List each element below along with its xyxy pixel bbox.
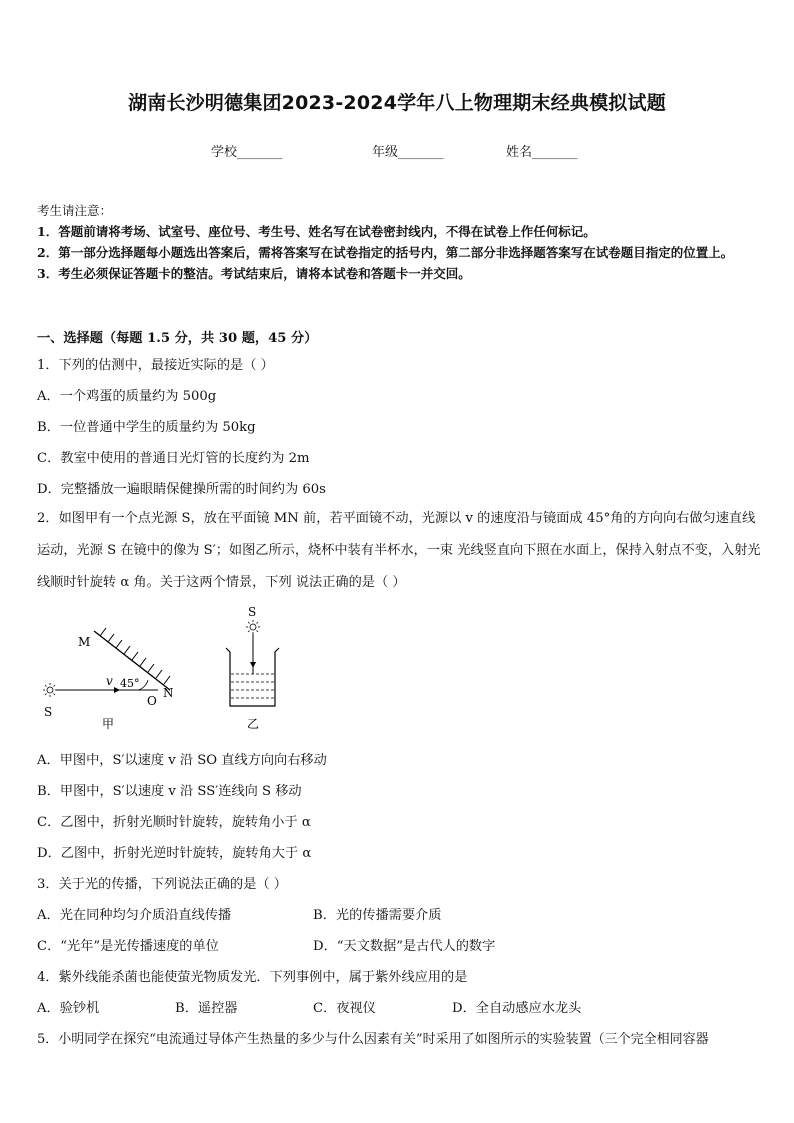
- q3-option-d[interactable]: D．“天文数据”是古代人的数字: [313, 939, 496, 954]
- label-angle: 45°: [120, 677, 140, 690]
- water: [231, 674, 274, 698]
- q3-option-b[interactable]: B．光的传播需要介质: [313, 908, 442, 923]
- q4-stem: 4．紫外线能杀菌也能使萤光物质发光．下列事例中，属于紫外线应用的是: [37, 970, 468, 985]
- q1-option-c[interactable]: C．教室中使用的普通日光灯管的长度约为 2m: [37, 451, 310, 466]
- q2-option-a[interactable]: A．甲图中，S′以速度 v 沿 SO 直线方向向右移动: [37, 753, 327, 768]
- q2-option-c[interactable]: C．乙图中，折射光顺时针旋转，旋转角小于 α: [37, 815, 311, 830]
- notice-item-3: 3．考生必须保证答题卡的整洁。考试结束后，请将本试卷和答题卡一并交回。: [37, 266, 471, 281]
- angle-arc: [138, 680, 148, 690]
- notice-item-2: 2．第一部分选择题每小题选出答案后，需将答案写在试卷指定的括号内，第二部分非选择题答案写在试卷题目指定的位置上。: [37, 245, 734, 260]
- q2-option-d[interactable]: D．乙图中，折射光逆时针旋转，旋转角大于 α: [37, 846, 312, 861]
- notice-heading: 考生请注意：: [37, 203, 113, 218]
- label-jia: 甲: [102, 717, 115, 731]
- q4-option-c[interactable]: C．夜视仪: [313, 1001, 376, 1016]
- light-source-icon: [43, 683, 57, 697]
- q2-stem: 2．如图甲有一个点光源 S，放在平面镜 MN 前，若平面镜不动，光源以 v 的速度沿与镜面成 45°角的方向向右做匀速直线运动，光源 S 在镜中的像为 S′；如图乙所示，烧杯中装有半杯水，一束 光线竖直向下照在水面上，保持入射点不变，入射光线顺时针旋转 α 角。关于这两个情景，下列 说法正确的是（ ）: [37, 511, 761, 590]
- label-m: M: [78, 635, 91, 649]
- light-source-icon-2: [246, 620, 260, 634]
- q4-option-a[interactable]: A．验钞机: [37, 1001, 100, 1016]
- label-s2: S: [248, 605, 257, 619]
- label-yi: 乙: [247, 717, 260, 731]
- q1-option-a[interactable]: A．一个鸡蛋的质量约为 500g: [37, 389, 217, 404]
- q1-option-d[interactable]: D．完整播放一遍眼睛保健操所需的时间约为 60s: [37, 482, 326, 497]
- notice-item-1: 1．答题前请将考场、试室号、座位号、考生号、姓名写在试卷密封线内，不得在试卷上作任何标记。: [37, 224, 596, 239]
- school-field[interactable]: 学校_______: [211, 145, 283, 160]
- q2-option-b[interactable]: B．甲图中，S′以速度 v 沿 SS′连线向 S 移动: [37, 784, 302, 799]
- label-o: O: [147, 694, 157, 708]
- grade-field[interactable]: 年级_______: [372, 145, 444, 160]
- q3-stem: 3．关于光的传播，下列说法正确的是（ ）: [37, 877, 287, 892]
- exam-title: 湖南长沙明德集团2023-2024学年八上物理期末经典模拟试题: [128, 92, 666, 114]
- q5-stem: 5．小明同学在探究“电流通过导体产生热量的多少与什么因素有关”时采用了如图所示的实验装置（三个完全相同容器: [37, 1032, 709, 1047]
- q3-option-c[interactable]: C．“光年”是光传播速度的单位: [37, 939, 219, 954]
- q4-option-b[interactable]: B．遥控器: [175, 1001, 238, 1016]
- q3-option-a[interactable]: A．光在同种均匀介质沿直线传播: [37, 908, 232, 923]
- label-s: S: [44, 705, 53, 719]
- label-v: v: [106, 674, 113, 688]
- name-field[interactable]: 姓名_______: [506, 145, 578, 160]
- q2-figures: [30, 600, 290, 735]
- notice-block: [37, 200, 762, 284]
- ray-arrow-icon: [250, 662, 256, 668]
- section-heading: 一、选择题（每题 1.5 分，共 30 题，45 分）: [37, 331, 318, 346]
- label-n: N: [163, 686, 174, 700]
- q1-option-b[interactable]: B．一位普通中学生的质量约为 50kg: [37, 420, 256, 435]
- q4-option-d[interactable]: D．全自动感应水龙头: [452, 1001, 582, 1016]
- q1-stem: 1．下列的估测中，最接近实际的是（ ）: [37, 358, 274, 373]
